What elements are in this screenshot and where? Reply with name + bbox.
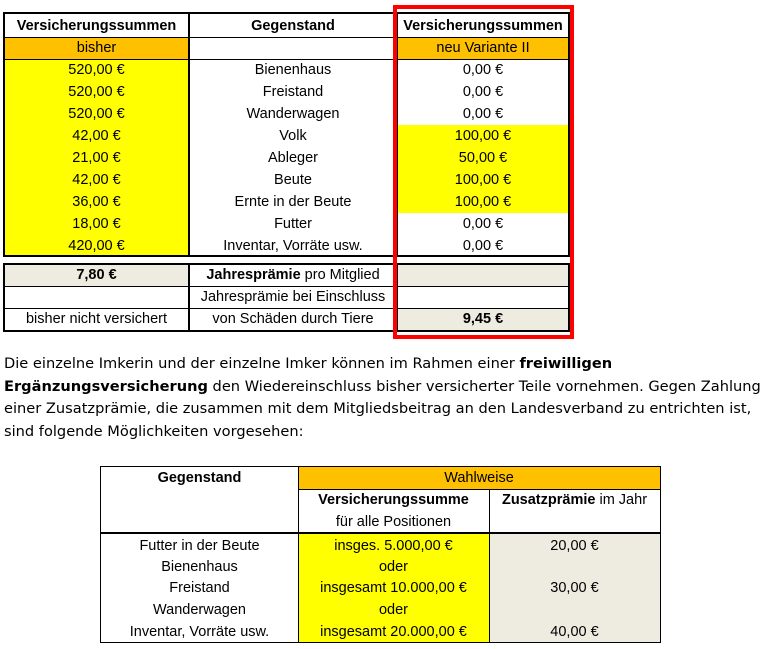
value-new: 0,00 € — [462, 106, 504, 122]
value-old: 520,00 € — [68, 106, 125, 122]
value-old: 18,00 € — [72, 216, 121, 232]
t2-price: 40,00 € — [550, 623, 599, 640]
item-name: Beute — [274, 172, 312, 188]
item-name: Inventar, Vorräte usw. — [223, 237, 363, 254]
value-old: 36,00 € — [72, 194, 121, 210]
item-name: Ableger — [268, 150, 318, 166]
header-sum-new: Versicherungssummen — [403, 17, 563, 34]
value-new: 0,00 € — [462, 84, 504, 100]
premium-label — [189, 264, 397, 286]
item-name: Futter — [274, 216, 312, 232]
t2-price: 30,00 € — [550, 580, 599, 596]
value-old: 42,00 € — [72, 172, 121, 188]
t2-sub-premium — [489, 489, 660, 511]
premium-incl-line2: von Schäden durch Tiere — [212, 311, 374, 327]
value-new: 50,00 € — [458, 150, 508, 166]
t2-sub-premium-rest: im Jahr — [595, 492, 648, 508]
value-new: 0,00 € — [462, 62, 504, 78]
value-new: 100,00 € — [454, 172, 512, 188]
value-new: 0,00 € — [462, 237, 504, 254]
subheader-new: neu Variante II — [436, 40, 530, 56]
t2-sum: oder — [378, 558, 409, 575]
premium-label-rest: pro Mitglied — [300, 267, 380, 283]
value-old: 520,00 € — [68, 62, 125, 78]
premium-incl-line1: Jahresprämie bei Einschluss — [200, 289, 386, 305]
premium-old: 7,80 € — [76, 267, 117, 283]
header-sum-old: Versicherungssummen — [16, 17, 177, 34]
t2-sum: oder — [378, 602, 409, 618]
item-name: Ernte in der Beute — [234, 194, 352, 210]
t2-sub-sum2: für alle Positionen — [335, 514, 452, 530]
para-text-1: Die einzelne Imkerin und der einzelne Imker können im Rahmen einer — [4, 355, 520, 372]
t2-header-item: Gegenstand — [157, 470, 242, 486]
value-new: 100,00 € — [454, 128, 512, 144]
t2-sum: insgesamt 10.000,00 € — [320, 580, 467, 596]
t2-price: 20,00 € — [550, 537, 599, 554]
premium-label-bold: Jahresprämie — [206, 267, 301, 283]
highlight-frame — [393, 5, 574, 339]
t2-item: Freistand — [169, 580, 230, 596]
explanation-paragraph — [4, 353, 762, 443]
t2-sub-premium-bold: Zusatzprämie — [501, 492, 596, 508]
t2-item: Inventar, Vorräte usw. — [129, 623, 270, 640]
not-insured-note: bisher nicht versichert — [25, 311, 168, 327]
value-old: 520,00 € — [68, 84, 125, 100]
item-name: Freistand — [262, 84, 324, 100]
t2-header-choice: Wahlweise — [444, 470, 514, 486]
item-name: Wanderwagen — [246, 106, 340, 122]
value-new: 0,00 € — [462, 216, 504, 232]
subheader-old: bisher — [76, 40, 117, 56]
item-name: Bienenhaus — [254, 62, 332, 78]
header-item: Gegenstand — [251, 17, 335, 34]
t2-item: Bienenhaus — [161, 558, 238, 575]
t2-sum: insges. 5.000,00 € — [334, 537, 453, 554]
item-name: Volk — [279, 128, 307, 144]
value-old: 420,00 € — [68, 237, 125, 254]
para-bold-1: freiwilligen — [519, 355, 613, 372]
t2-sub-sum: Versicherungssumme — [318, 492, 469, 508]
t2-item: Wanderwagen — [153, 602, 246, 618]
value-old: 42,00 € — [72, 128, 121, 144]
value-new: 100,00 € — [454, 194, 512, 210]
value-old: 21,00 € — [72, 150, 121, 166]
para-text-2: den Wiedereinschluss bisher versicherter Teile vornehmen. Gegen Zahlung einer Zusatzprämie, die zusammen mit dem Mitgliedsbeitrag an den Landesverband zu entrichten ist, sind folgende Möglichkeiten vorgesehen: — [4, 377, 761, 440]
t2-sum: insgesamt 20.000,00 € — [320, 623, 467, 640]
t2-item: Futter in der Beute — [139, 537, 260, 554]
para-bold-2: Ergänzungsversicherung — [4, 377, 208, 395]
premium-new: 9,45 € — [462, 311, 504, 327]
